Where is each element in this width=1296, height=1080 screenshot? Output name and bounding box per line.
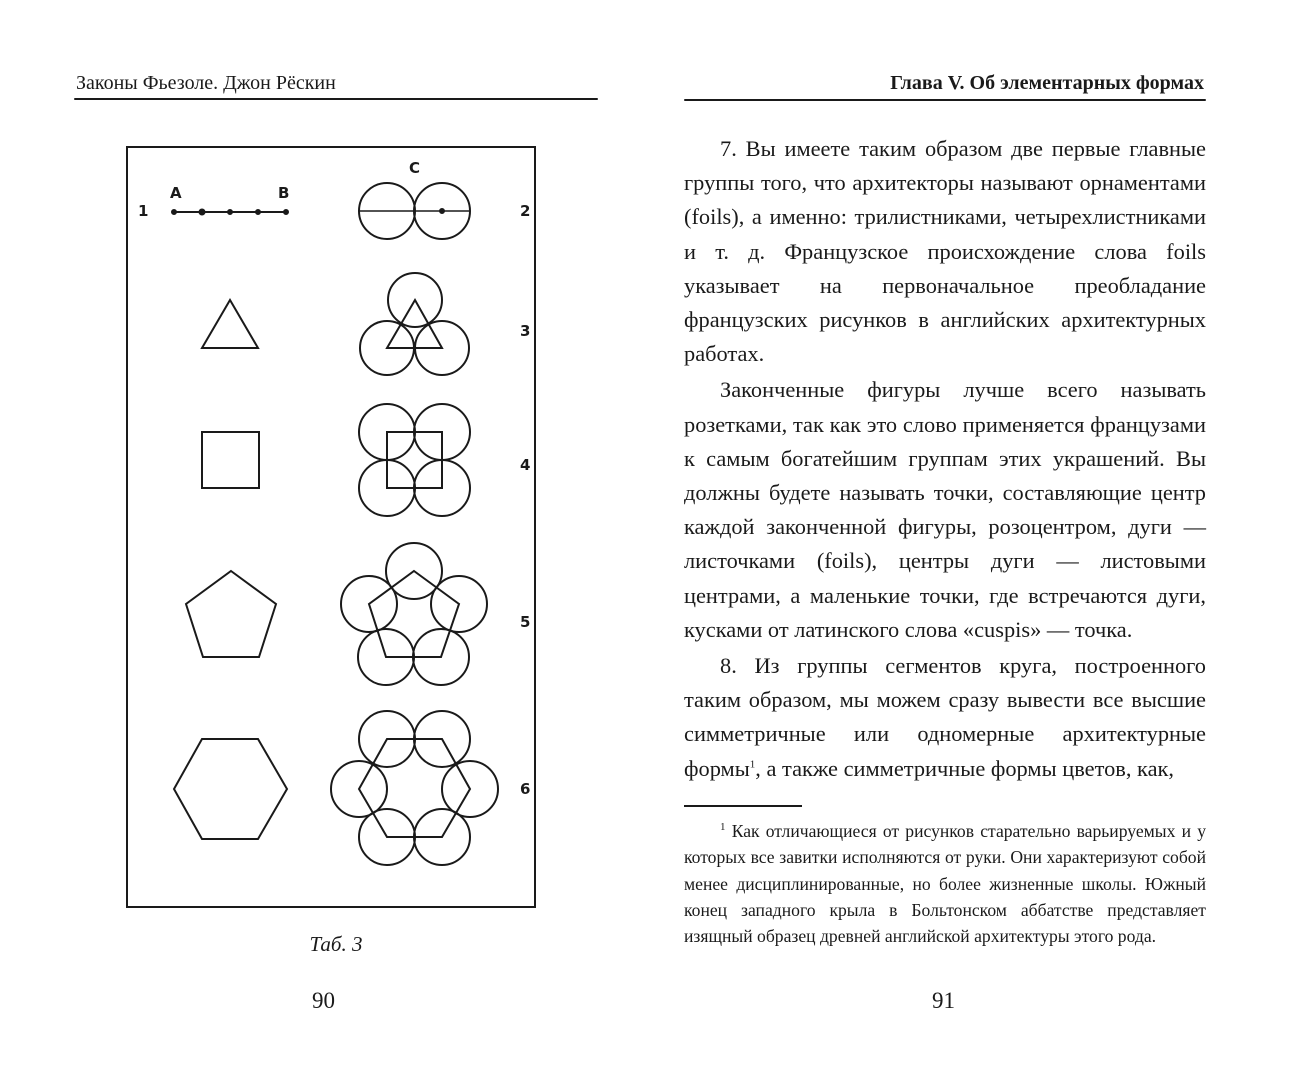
footnote-rule xyxy=(684,805,802,807)
quatrefoil-figure xyxy=(359,404,470,516)
body-text xyxy=(684,132,1206,786)
running-head-right: Глава V. Об элементарных формах xyxy=(890,72,1204,94)
paragraph-8-text: 8. Из группы сегментов круга, построенного таким образом, мы можем сразу вывести все высшие симметричные или одномерные архитектурные формы xyxy=(684,653,1206,781)
paragraph-7: 7. Вы имеете таким образом две первые главные группы того, что архитекторы называют орнаментами (foils), а именно: трилистниками, четырехлистниками и т. д. Французское происхождение слова foils указывает на первоначальное преобладание французских рисунков в английских архитектурных работах. xyxy=(684,136,1206,367)
footnote-text: Как отличающиеся от рисунков старательно варьируемых и у которых все завитки исполняются от руки. Они характеризуют собой менее дисциплинированные, но более жизненные школы. Южный конец западного крыла в Больтонском аббатстве представляет изящный образец древней английской архитектуры этого рода. xyxy=(684,821,1206,947)
header-rule xyxy=(684,99,1206,101)
paragraph-8 xyxy=(684,649,1206,786)
label-point-b: B xyxy=(278,184,290,202)
label-row-6: 6 xyxy=(520,780,531,798)
label-point-c: C xyxy=(409,159,421,177)
label-point-a: A xyxy=(170,184,182,202)
paragraph-8-text-continued: , а также симметричные формы цветов, как, xyxy=(755,755,1174,781)
page-number-right: 91 xyxy=(932,988,955,1013)
right-page xyxy=(648,0,1296,1080)
line-segment-figure xyxy=(172,210,288,215)
square-figure xyxy=(202,432,259,488)
label-row-1: 1 xyxy=(138,202,149,220)
label-row-5: 5 xyxy=(520,613,531,631)
label-row-2: 2 xyxy=(520,202,531,220)
triangle-figure xyxy=(202,300,258,348)
hexagon-figure xyxy=(174,739,287,839)
running-head-left: Законы Фьезоле. Джон Рёскин xyxy=(76,72,336,94)
two-circles-figure xyxy=(359,183,470,239)
footnote xyxy=(684,818,1206,949)
footnote-marker: 1 xyxy=(720,821,726,834)
header-rule xyxy=(74,98,598,100)
figure-caption: Таб. 3 xyxy=(309,932,363,956)
geometric-figure-plate xyxy=(126,146,536,908)
pentagon-figure xyxy=(186,571,276,657)
trefoil-figure xyxy=(360,273,469,375)
page-number-left: 90 xyxy=(312,988,335,1013)
label-row-3: 3 xyxy=(520,322,531,340)
cinquefoil-figure xyxy=(341,543,487,685)
paragraph-rosettes: Законченные фигуры лучше всего называть розетками, так как это слово применяется французами к самым богатейшим группам этих украшений. Вы должны будете называть точки, составляющие центр каждой законченной фигуры, розоцентром, дуги — листочками (foils), центры дуги — листовыми центрами, а маленькие точки, где встречаются дуги, кусками от латинского слова «cuspis» — точка. xyxy=(684,377,1206,642)
footnote-reference[interactable]: 1 xyxy=(749,758,756,771)
label-row-4: 4 xyxy=(520,456,531,474)
sexfoil-figure xyxy=(331,711,498,865)
